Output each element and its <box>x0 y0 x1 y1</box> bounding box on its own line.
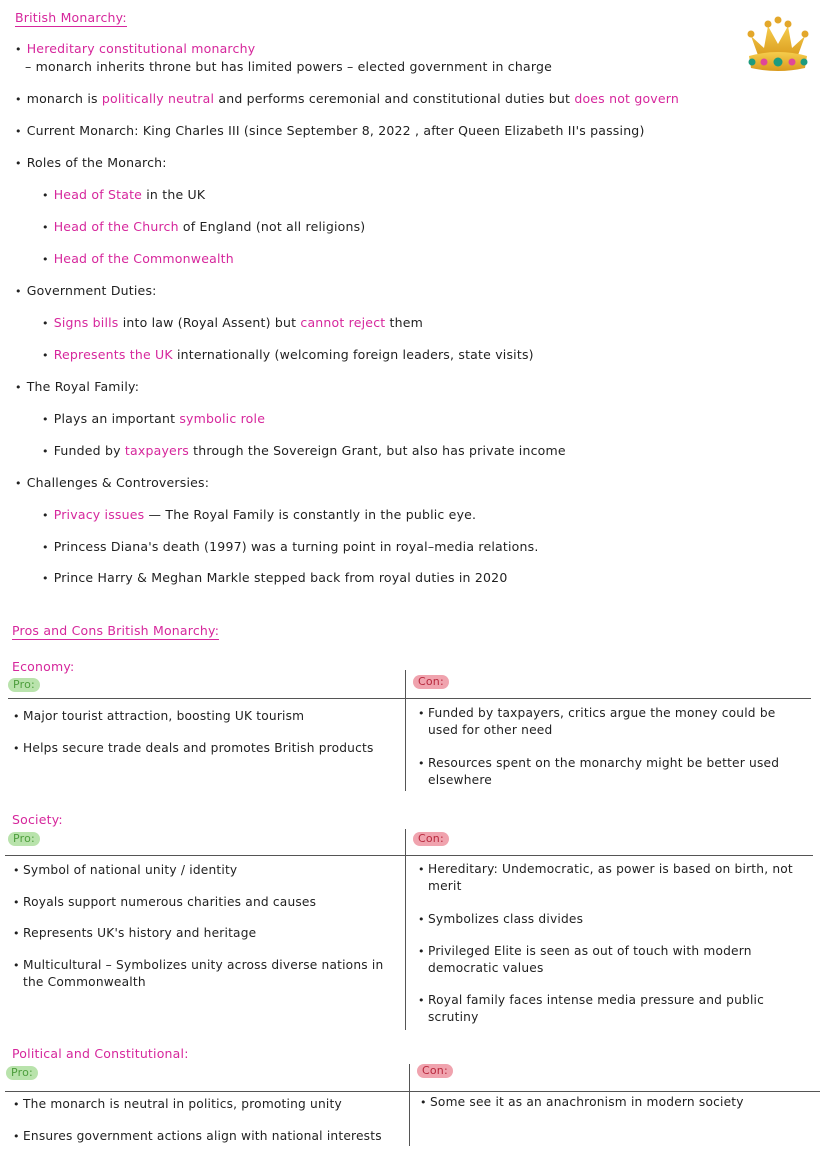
pro-item: • Multicultural – Symbolizes unity across diverse nations in the Commonwealth <box>13 958 384 989</box>
con-item: • Resources spent on the monarchy might be better used elsewhere <box>418 756 780 787</box>
section-title-economy: Economy: <box>12 659 75 674</box>
pros-cons-title: Pros and Cons British Monarchy: <box>12 623 220 638</box>
section-title-society: Society: <box>12 812 63 827</box>
note-sub-item: • Head of State in the UK <box>42 187 205 202</box>
note-item: • monarch is politically neutral and performs ceremonial and constitutional duties but does not govern <box>15 91 679 106</box>
note-heading: • Challenges & Controversies: <box>15 475 209 490</box>
note-sub-item: • Represents the UK internationally (welcoming foreign leaders, state visits) <box>42 347 534 362</box>
page-title: British Monarchy: <box>15 10 127 25</box>
con-label: Con: <box>417 1062 453 1078</box>
note-item: • Hereditary constitutional monarchy <box>15 41 255 56</box>
note-heading: • Government Duties: <box>15 283 157 298</box>
pro-item: • Ensures government actions align with national interests <box>13 1129 382 1143</box>
pro-label: Pro: <box>8 676 40 692</box>
column-divider <box>405 670 406 791</box>
note-heading: • The Royal Family: <box>15 379 139 394</box>
con-item: • Royal family faces intense media pressure and public scrutiny <box>418 993 765 1024</box>
con-label: Con: <box>413 830 449 846</box>
note-sub-item: • Head of the Church of England (not all religions) <box>42 219 365 234</box>
note-item: • Current Monarch: King Charles III (since September 8, 2022 , after Queen Elizabeth II's passing) <box>15 123 645 138</box>
pro-item: • Represents UK's history and heritage <box>13 926 257 940</box>
pro-item: • Royals support numerous charities and causes <box>13 895 317 909</box>
pro-item: • Major tourist attraction, boosting UK tourism <box>13 709 305 723</box>
header-divider <box>5 1091 820 1092</box>
column-divider <box>409 1064 410 1146</box>
note-continuation: – monarch inherits throne but has limited powers – elected government in charge <box>25 59 552 74</box>
crown-icon <box>745 16 811 74</box>
con-item: • Symbolizes class divides <box>418 912 584 926</box>
column-divider <box>405 829 406 1030</box>
con-item: • Privileged Elite is seen as out of touch with modern democratic values <box>418 944 752 975</box>
note-sub-item: • Prince Harry & Meghan Markle stepped back from royal duties in 2020 <box>42 570 507 585</box>
note-heading: • Roles of the Monarch: <box>15 155 167 170</box>
header-divider <box>5 855 813 856</box>
header-divider <box>8 698 811 699</box>
note-sub-item: • Plays an important symbolic role <box>42 411 265 426</box>
pro-label: Pro: <box>8 830 40 846</box>
con-item: • Hereditary: Undemocratic, as power is based on birth, not merit <box>418 862 793 893</box>
section-title-political: Political and Constitutional: <box>12 1046 189 1061</box>
con-item: • Some see it as an anachronism in modern society <box>420 1095 744 1109</box>
note-sub-item: • Signs bills into law (Royal Assent) but cannot reject them <box>42 315 423 330</box>
pro-label: Pro: <box>6 1064 38 1080</box>
note-sub-item: • Privacy issues — The Royal Family is constantly in the public eye. <box>42 507 476 522</box>
pro-item: • Symbol of national unity / identity <box>13 863 238 877</box>
note-sub-item: • Princess Diana's death (1997) was a turning point in royal–media relations. <box>42 539 539 554</box>
con-item: • Funded by taxpayers, critics argue the money could be used for other need <box>418 706 776 737</box>
note-sub-item: • Funded by taxpayers through the Sovereign Grant, but also has private income <box>42 443 566 458</box>
note-sub-item: • Head of the Commonwealth <box>42 251 234 266</box>
pro-item: • Helps secure trade deals and promotes British products <box>13 741 374 755</box>
con-label: Con: <box>413 673 449 689</box>
pro-item: • The monarch is neutral in politics, promoting unity <box>13 1097 342 1111</box>
